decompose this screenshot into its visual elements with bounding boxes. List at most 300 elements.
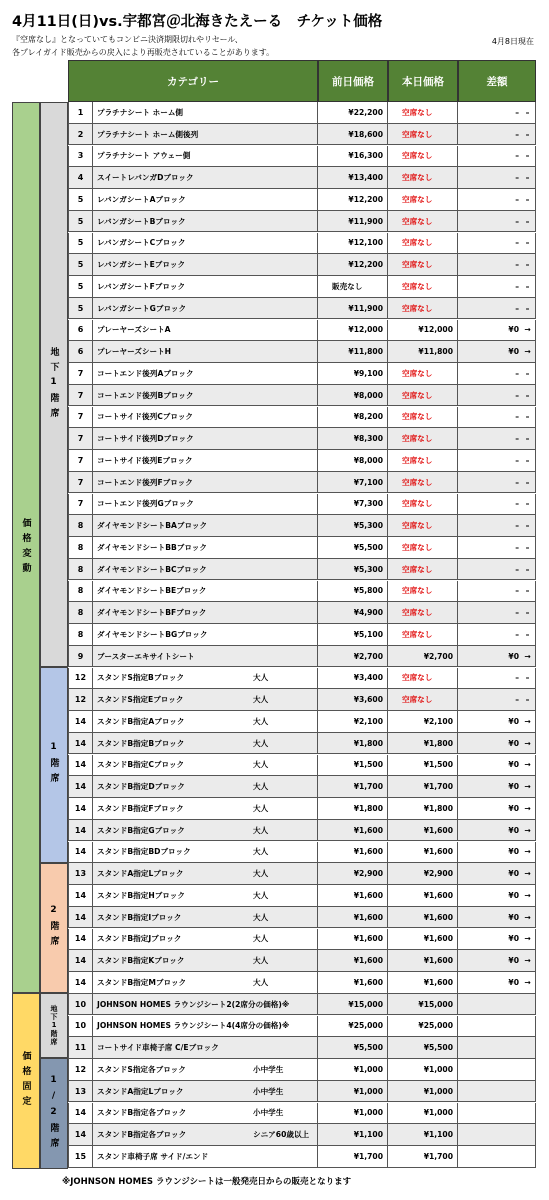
- prev-price: ¥1,600: [318, 820, 388, 841]
- trend-arrow-icon: [519, 1059, 536, 1080]
- trend-arrow-icon: –: [525, 303, 530, 313]
- price-diff: –: [458, 254, 536, 275]
- seat-category: スタンドS指定Eブロック 大人: [93, 689, 318, 710]
- today-price: ¥1,700: [388, 776, 458, 797]
- ticket-type: 大人: [253, 956, 269, 965]
- trend-arrow-icon: –: [525, 608, 530, 617]
- row-number: 5: [68, 254, 93, 275]
- trend-arrow-icon: →: [524, 347, 531, 356]
- today-price: 空席なし: [388, 494, 458, 515]
- ticket-type: 大人: [253, 890, 269, 900]
- prev-price: ¥1,500: [318, 755, 388, 776]
- today-price: 空席なし: [388, 124, 458, 145]
- prev-price: ¥12,100: [318, 233, 388, 254]
- trend-arrow-icon: →: [524, 738, 531, 748]
- table-row: [68, 363, 536, 385]
- price-diff: –: [458, 363, 536, 384]
- row-number: 5: [68, 298, 93, 319]
- trend-arrow-icon: –: [525, 412, 530, 422]
- ticket-type: 大人: [253, 847, 269, 857]
- column-header-today: 本日価格: [388, 60, 458, 102]
- prev-price: ¥5,300: [318, 515, 388, 536]
- prev-price: ¥1,600: [318, 950, 388, 971]
- today-price: 空席なし: [388, 276, 458, 297]
- prev-price: ¥9,100: [318, 363, 388, 384]
- today-price: 空席なし: [388, 668, 458, 689]
- prev-price: ¥1,600: [318, 929, 388, 950]
- price-diff: –: [458, 450, 536, 471]
- trend-arrow-icon: –: [525, 564, 530, 574]
- table-row: [68, 972, 536, 994]
- table-row: [68, 711, 536, 733]
- prev-price: ¥1,700: [318, 1146, 388, 1167]
- today-price: 空席なし: [388, 624, 458, 645]
- seat-category: レバンガシートFブロック: [93, 276, 318, 297]
- today-price: 空席なし: [388, 581, 458, 602]
- price-diff: ¥0: [458, 885, 536, 906]
- row-number: 14: [68, 972, 93, 993]
- today-price: 空席なし: [388, 167, 458, 188]
- today-price: ¥1,600: [388, 929, 458, 950]
- table-row: [68, 907, 536, 929]
- table-row: [68, 211, 536, 233]
- price-diff: –: [458, 581, 536, 602]
- row-number: 7: [68, 428, 93, 449]
- seat-category: スタンドB指定Cブロック 大人: [93, 755, 318, 776]
- table-row: [68, 1081, 536, 1103]
- row-number: 14: [68, 798, 93, 819]
- today-price: ¥15,000: [388, 994, 458, 1015]
- seat-category: コートエンド後列Gブロック: [93, 494, 318, 515]
- seat-category: スタンド車椅子席 サイド/エンド: [93, 1146, 318, 1167]
- trend-arrow-icon: –: [525, 260, 530, 269]
- floor-2-label: 2階席: [40, 863, 68, 993]
- row-number: 10: [68, 1016, 93, 1037]
- row-number: 12: [68, 668, 93, 689]
- prev-price: ¥11,900: [318, 298, 388, 319]
- price-diff: –: [458, 472, 536, 493]
- price-diff: –: [458, 189, 536, 210]
- seat-category: ダイヤモンドシートBFブロック: [93, 602, 318, 623]
- row-number: 13: [68, 1081, 93, 1102]
- price-diff: ¥0: [458, 842, 536, 863]
- seat-category: JOHNSON HOMES ラウンジシート4(4席分の価格)※: [93, 1016, 318, 1037]
- prev-price: ¥18,600: [318, 124, 388, 145]
- prev-price: ¥8,000: [318, 450, 388, 471]
- table-row: [68, 668, 536, 690]
- price-diff: ¥0: [458, 820, 536, 841]
- prev-price: ¥1,700: [318, 776, 388, 797]
- seat-category: スタンドS指定Bブロック 大人: [93, 668, 318, 689]
- table-row: [68, 776, 536, 798]
- table-row: [68, 472, 536, 494]
- prev-price: ¥2,700: [318, 646, 388, 667]
- price-diff: –: [458, 537, 536, 558]
- today-price: 空席なし: [388, 363, 458, 384]
- prev-price: ¥2,100: [318, 711, 388, 732]
- trend-arrow-icon: –: [525, 390, 530, 400]
- today-price: ¥1,800: [388, 733, 458, 754]
- price-diff: ¥0: [458, 929, 536, 950]
- trend-arrow-icon: [519, 1103, 536, 1124]
- trend-arrow-icon: [519, 1146, 536, 1167]
- price-diff: ¥0: [458, 755, 536, 776]
- ticket-type: 小中学生: [253, 1086, 284, 1096]
- today-price: ¥1,700: [388, 1146, 458, 1167]
- seat-category: プラチナシート アウェー側: [93, 146, 318, 167]
- page-title: 4月11日(日)vs.宇都宮＠北海きたえーる チケット価格: [12, 14, 383, 30]
- ticket-type: 小中学生: [253, 1064, 284, 1074]
- ticket-type: 大人: [253, 912, 269, 922]
- seat-category: コートサイド後列Dブロック: [93, 428, 318, 449]
- today-price: 空席なし: [388, 189, 458, 210]
- column-header-category: カテゴリー: [68, 60, 318, 102]
- today-price: 空席なし: [388, 211, 458, 232]
- floor-1-label: 1階席: [40, 667, 68, 863]
- seat-category: スイートレバンガDブロック: [93, 167, 318, 188]
- trend-arrow-icon: →: [524, 847, 531, 857]
- prev-price: ¥3,600: [318, 689, 388, 710]
- prev-price: ¥16,300: [318, 146, 388, 167]
- prev-price: 販売なし: [318, 276, 388, 297]
- prev-price: ¥1,600: [318, 885, 388, 906]
- prev-price: ¥1,800: [318, 798, 388, 819]
- trend-arrow-icon: –: [525, 542, 530, 552]
- seat-category: プラチナシート ホーム側後列: [93, 124, 318, 145]
- prev-price: ¥1,100: [318, 1124, 388, 1145]
- prev-price: ¥7,100: [318, 472, 388, 493]
- note-line-1: 『空席なし』となっていてもコンビニ決済期限切れやリセール、: [12, 35, 243, 44]
- today-price: ¥1,000: [388, 1103, 458, 1124]
- price-diff: –: [458, 494, 536, 515]
- prev-price: ¥8,300: [318, 428, 388, 449]
- today-price: ¥1,600: [388, 907, 458, 928]
- seat-category: コートサイド後列Cブロック: [93, 407, 318, 428]
- trend-arrow-icon: –: [525, 499, 530, 509]
- seat-category: スタンドB指定各ブロック シニア60歳以上: [93, 1124, 318, 1145]
- as-of-date: 4月8日現在: [491, 37, 534, 46]
- prev-price: ¥12,200: [318, 254, 388, 275]
- today-price: 空席なし: [388, 537, 458, 558]
- table-row: [68, 842, 536, 864]
- row-number: 14: [68, 929, 93, 950]
- prev-price: ¥1,600: [318, 907, 388, 928]
- prev-price: ¥22,200: [318, 102, 388, 123]
- price-diff: ¥0: [458, 711, 536, 732]
- table-row: [68, 689, 536, 711]
- table-row: [68, 733, 536, 755]
- table-row: [68, 602, 536, 624]
- row-number: 5: [68, 189, 93, 210]
- row-number: 14: [68, 950, 93, 971]
- today-price: 空席なし: [388, 233, 458, 254]
- seat-category: スタンドB指定各ブロック 小中学生: [93, 1103, 318, 1124]
- price-diff: ¥0: [458, 341, 536, 362]
- table-row: [68, 863, 536, 885]
- row-number: 5: [68, 276, 93, 297]
- prev-price: ¥4,900: [318, 602, 388, 623]
- note-line-2: 各プレイガイド販売からの戻入により再販売されていることがあります。: [12, 48, 275, 57]
- seat-category: ブースターエキサイトシート: [93, 646, 318, 667]
- row-number: 14: [68, 1124, 93, 1145]
- row-number: 15: [68, 1146, 93, 1167]
- trend-arrow-icon: →: [524, 325, 531, 335]
- row-number: 8: [68, 537, 93, 558]
- prev-price: ¥1,600: [318, 972, 388, 993]
- ticket-type: 大人: [253, 803, 269, 813]
- ticket-type: 小中学生: [253, 1108, 284, 1118]
- footnote: ※JOHNSON HOMES ラウンジシートは一般発売日からの販売となります: [62, 1177, 352, 1187]
- ticket-type: 大人: [253, 782, 269, 791]
- row-number: 8: [68, 515, 93, 536]
- seat-category: レバンガシートCブロック: [93, 233, 318, 254]
- row-number: 14: [68, 711, 93, 732]
- seat-category: スタンドB指定Dブロック 大人: [93, 776, 318, 797]
- prev-price: ¥11,800: [318, 341, 388, 362]
- prev-price: ¥5,100: [318, 624, 388, 645]
- prev-price: ¥13,400: [318, 167, 388, 188]
- prev-price: ¥1,000: [318, 1081, 388, 1102]
- prev-price: ¥3,400: [318, 668, 388, 689]
- seat-category: スタンドB指定Mブロック 大人: [93, 972, 318, 993]
- today-price: 空席なし: [388, 428, 458, 449]
- price-diff: –: [458, 167, 536, 188]
- prev-price: ¥1,000: [318, 1103, 388, 1124]
- ticket-type: 大人: [253, 673, 269, 683]
- trend-arrow-icon: –: [525, 477, 530, 487]
- row-number: 10: [68, 994, 93, 1015]
- row-number: 14: [68, 842, 93, 863]
- ticket-type: 大人: [253, 760, 269, 770]
- seat-category: レバンガシートBブロック: [93, 211, 318, 232]
- today-price: ¥1,000: [388, 1059, 458, 1080]
- table-row: [68, 254, 536, 276]
- table-row: [68, 276, 536, 298]
- table-row: [68, 1124, 536, 1146]
- trend-arrow-icon: –: [525, 194, 530, 204]
- price-diff: –: [458, 689, 536, 710]
- ticket-type: 大人: [253, 695, 269, 704]
- table-row: [68, 646, 536, 668]
- today-price: ¥1,600: [388, 950, 458, 971]
- prev-price: ¥1,800: [318, 733, 388, 754]
- trend-arrow-icon: –: [525, 629, 530, 639]
- ticket-type: 大人: [253, 716, 269, 726]
- floor-b1-fixed-label: 地下1階席: [40, 993, 68, 1058]
- trend-arrow-icon: [519, 994, 536, 1015]
- today-price: ¥1,600: [388, 842, 458, 863]
- trend-arrow-icon: →: [524, 825, 531, 835]
- table-row: [68, 581, 536, 603]
- table-row: [68, 189, 536, 211]
- trend-arrow-icon: [519, 1016, 536, 1037]
- seat-category: スタンドB指定Fブロック 大人: [93, 798, 318, 819]
- price-diff: –: [458, 211, 536, 232]
- column-header-prev: 前日価格: [318, 60, 388, 102]
- trend-arrow-icon: [519, 1124, 536, 1145]
- ticket-type: 大人: [253, 825, 269, 835]
- seat-category: コートエンド後列Aブロック: [93, 363, 318, 384]
- row-number: 2: [68, 124, 93, 145]
- trend-arrow-icon: →: [524, 912, 531, 922]
- table-row: [68, 298, 536, 320]
- price-diff: –: [458, 124, 536, 145]
- today-price: 空席なし: [388, 146, 458, 167]
- seat-category: スタンドB指定BDブロック 大人: [93, 842, 318, 863]
- row-number: 14: [68, 1103, 93, 1124]
- ticket-type: 大人: [253, 869, 269, 878]
- table-row: [68, 320, 536, 342]
- seat-category: レバンガシートEブロック: [93, 254, 318, 275]
- ticket-type: 大人: [253, 738, 269, 748]
- seat-category: スタンドB指定Bブロック 大人: [93, 733, 318, 754]
- price-diff: –: [458, 515, 536, 536]
- trend-arrow-icon: –: [525, 695, 530, 704]
- today-price: ¥11,800: [388, 341, 458, 362]
- today-price: ¥1,100: [388, 1124, 458, 1145]
- price-diff: ¥0: [458, 646, 536, 667]
- seat-category: ダイヤモンドシートBBブロック: [93, 537, 318, 558]
- prev-price: ¥15,000: [318, 994, 388, 1015]
- table-row: [68, 537, 536, 559]
- today-price: ¥25,000: [388, 1016, 458, 1037]
- row-number: 7: [68, 450, 93, 471]
- row-number: 1: [68, 102, 93, 123]
- table-row: [68, 146, 536, 168]
- table-row: [68, 1059, 536, 1081]
- group-fixed-price: 価格固定: [12, 993, 40, 1169]
- price-diff: –: [458, 407, 536, 428]
- seat-category: ダイヤモンドシートBCブロック: [93, 559, 318, 580]
- trend-arrow-icon: –: [525, 173, 530, 182]
- trend-arrow-icon: –: [525, 216, 530, 226]
- row-number: 14: [68, 776, 93, 797]
- row-number: 8: [68, 602, 93, 623]
- row-number: 5: [68, 233, 93, 254]
- row-number: 14: [68, 755, 93, 776]
- seat-category: スタンドA指定Lブロック 大人: [93, 863, 318, 884]
- prev-price: ¥7,300: [318, 494, 388, 515]
- price-diff: –: [458, 559, 536, 580]
- seat-category: スタンドB指定Gブロック 大人: [93, 820, 318, 841]
- trend-arrow-icon: [519, 1037, 536, 1058]
- prev-price: ¥5,500: [318, 537, 388, 558]
- today-price: ¥2,100: [388, 711, 458, 732]
- seat-category: プラチナシート ホーム側: [93, 102, 318, 123]
- seat-category: プレーヤーズシートH: [93, 341, 318, 362]
- prev-price: ¥12,000: [318, 320, 388, 341]
- seat-category: スタンドB指定Aブロック 大人: [93, 711, 318, 732]
- row-number: 9: [68, 646, 93, 667]
- row-number: 14: [68, 907, 93, 928]
- today-price: 空席なし: [388, 689, 458, 710]
- table-row: [68, 950, 536, 972]
- row-number: 12: [68, 1059, 93, 1080]
- today-price: ¥1,600: [388, 885, 458, 906]
- trend-arrow-icon: →: [524, 890, 531, 900]
- today-price: 空席なし: [388, 102, 458, 123]
- price-diff: ¥0: [458, 950, 536, 971]
- price-diff: ¥0: [458, 863, 536, 884]
- today-price: ¥2,700: [388, 646, 458, 667]
- table-row: [68, 102, 536, 124]
- row-number: 7: [68, 494, 93, 515]
- prev-price: ¥5,500: [318, 1037, 388, 1058]
- prev-price: ¥2,900: [318, 863, 388, 884]
- table-row: [68, 494, 536, 516]
- table-row: [68, 124, 536, 146]
- row-number: 5: [68, 211, 93, 232]
- table-row: [68, 994, 536, 1016]
- table-row: [68, 624, 536, 646]
- trend-arrow-icon: [519, 1081, 536, 1102]
- floor-1-2-label: 1/2階席: [40, 1058, 68, 1169]
- prev-price: ¥1,000: [318, 1059, 388, 1080]
- table-row: [68, 885, 536, 907]
- trend-arrow-icon: →: [524, 782, 531, 791]
- price-diff: –: [458, 233, 536, 254]
- table-row: [68, 755, 536, 777]
- price-diff: ¥0: [458, 972, 536, 993]
- today-price: ¥1,000: [388, 1081, 458, 1102]
- today-price: 空席なし: [388, 385, 458, 406]
- trend-arrow-icon: –: [525, 434, 530, 443]
- table-row: [68, 233, 536, 255]
- table-row: [68, 450, 536, 472]
- today-price: 空席なし: [388, 515, 458, 536]
- prev-price: ¥8,200: [318, 407, 388, 428]
- seat-category: ダイヤモンドシートBAブロック: [93, 515, 318, 536]
- row-number: 12: [68, 689, 93, 710]
- ticket-type: 大人: [253, 934, 269, 944]
- today-price: ¥1,600: [388, 820, 458, 841]
- seat-category: ダイヤモンドシートBEブロック: [93, 581, 318, 602]
- row-number: 7: [68, 385, 93, 406]
- price-diff: –: [458, 276, 536, 297]
- seat-category: ダイヤモンドシートBGブロック: [93, 624, 318, 645]
- trend-arrow-icon: –: [525, 521, 530, 530]
- row-number: 6: [68, 341, 93, 362]
- row-number: 7: [68, 407, 93, 428]
- trend-arrow-icon: →: [524, 760, 531, 770]
- today-price: ¥2,900: [388, 863, 458, 884]
- table-row: [68, 1146, 536, 1168]
- trend-arrow-icon: –: [525, 238, 530, 248]
- table-row: [68, 820, 536, 842]
- seat-category: スタンドB指定Jブロック 大人: [93, 929, 318, 950]
- trend-arrow-icon: →: [524, 956, 531, 965]
- trend-arrow-icon: →: [524, 651, 531, 661]
- seat-category: コートサイド車椅子席 C/Eブロック: [93, 1037, 318, 1058]
- table-row: [68, 1016, 536, 1038]
- price-diff: –: [458, 624, 536, 645]
- trend-arrow-icon: –: [525, 151, 530, 161]
- floor-b1-label: 地下1階席: [40, 102, 68, 667]
- seat-category: JOHNSON HOMES ラウンジシート2(2席分の価格)※: [93, 994, 318, 1015]
- trend-arrow-icon: →: [524, 934, 531, 944]
- prev-price: ¥5,300: [318, 559, 388, 580]
- today-price: 空席なし: [388, 559, 458, 580]
- seat-category: スタンドB指定Iブロック 大人: [93, 907, 318, 928]
- today-price: 空席なし: [388, 450, 458, 471]
- table-row: [68, 341, 536, 363]
- ticket-type: シニア60歳以上: [253, 1130, 310, 1139]
- row-number: 14: [68, 820, 93, 841]
- table-row: [68, 1103, 536, 1125]
- row-number: 14: [68, 733, 93, 754]
- row-number: 7: [68, 472, 93, 493]
- today-price: 空席なし: [388, 298, 458, 319]
